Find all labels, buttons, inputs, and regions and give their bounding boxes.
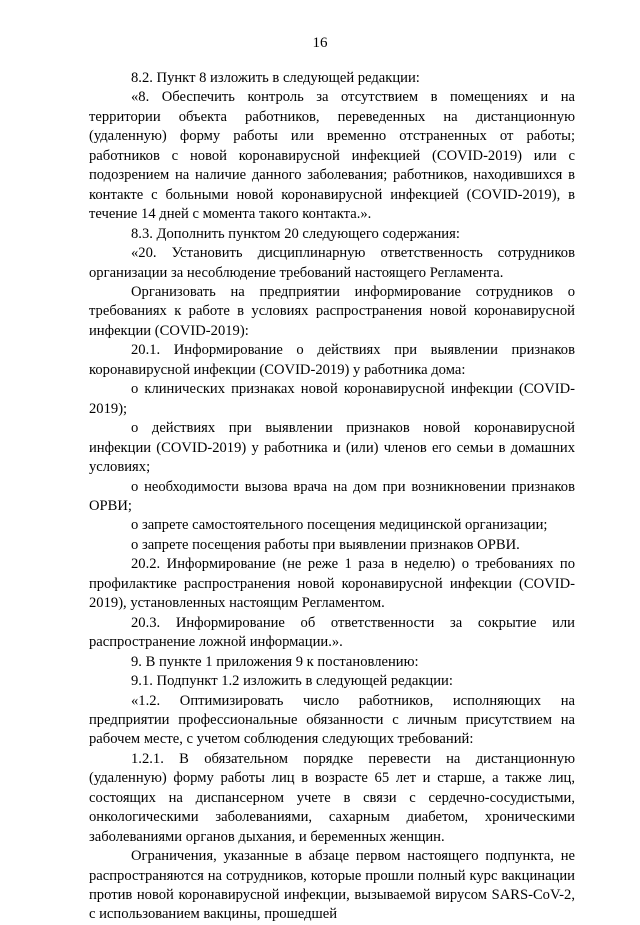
paragraph-item-1-2: «1.2. Оптимизировать число работников, исполняющих на предприятии профессиональные обязанности с личным присутствием на рабочем месте, с учетом соблюдения следующих требований: — [89, 692, 575, 748]
paragraph-8-3-heading: 8.3. Дополнить пунктом 20 следующего содержания: — [131, 225, 460, 242]
paragraph-20-1: 20.1. Информирование о действиях при выявлении признаков коронавирусной инфекции (COVID-2019) у работника дома: — [89, 342, 575, 378]
paragraph-doctor-call: о необходимости вызова врача на дом при возникновении признаков ОРВИ; — [89, 478, 575, 514]
paragraph-item-8-text: «8. Обеспечить контроль за отсутствием в помещениях и на территории объекта работников, переведенных на дистанционную (удаленную) форму работы или временно отстраненных от работы; работников с новой коронавирусной инфекцией (COVID-2019) или с подозрением на наличие данного заболевания; работников, находившихся в контакте с больными новой коронавирусной инфекцией (COVID-2019), в течение 14 дней с момента такого контакта.». — [89, 89, 575, 223]
paragraph-item-1-2-1: 1.2.1. В обязательном порядке перевести на дистанционную (удаленную) форму работы лиц в возрасте 65 лет и старше, а также лиц, состоящих на диспансерном учете в связи с сердечно-сосудистыми, онкологическими заболеваниями, сахарным диабетом, хроническими заболеваниями органов дыхания, и беременных женщин. — [89, 750, 575, 845]
paragraph-item-20-text: «20. Установить дисциплинарную ответственность сотрудников организации за несоблюдение требований настоящего Регламента. — [89, 245, 575, 281]
paragraph-no-clinic-visit: о запрете самостоятельного посещения медицинской организации; — [131, 517, 548, 534]
document-body — [89, 69, 575, 925]
paragraph-actions-on-signs: о действиях при выявлении признаков новой коронавирусной инфекции (COVID-2019) у работника и (или) членов его семьи в домашних условиях; — [89, 420, 575, 476]
paragraph-20-2: 20.2. Информирование (не реже 1 раза в неделю) о требованиях по профилактике распространения новой коронавирусной инфекции (COVID-2019), установленных настоящим Регламентом. — [89, 556, 575, 612]
paragraph-no-work-visit: о запрете посещения работы при выявлении признаков ОРВИ. — [131, 536, 520, 553]
paragraph-clinical-signs: о клинических признаках новой коронавирусной инфекции (COVID-2019); — [89, 381, 575, 417]
paragraph-20-3: 20.3. Информирование об ответственности за сокрытие или распространение ложной информации.». — [89, 614, 575, 651]
paragraph-8-2-heading: 8.2. Пункт 8 изложить в следующей редакции: — [131, 70, 420, 86]
paragraph-9-heading: 9. В пункте 1 приложения 9 к постановлению: — [131, 653, 419, 670]
paragraph-organize-informing: Организовать на предприятии информирование сотрудников о требованиях к работе в условиях распространения новой коронавирусной инфекции (COVID-2019): — [89, 283, 575, 339]
page-number: 16 — [312, 35, 328, 51]
paragraph-9-1-heading: 9.1. Подпункт 1.2 изложить в следующей редакции: — [131, 673, 453, 690]
paragraph-restrictions: Ограничения, указанные в абзаце первом настоящего подпункта, не распространяются на сотрудников, которые прошли полный курс вакцинации против новой коронавирусной инфекции, вызываемой вирусом SARS-CoV-2, с использованием вакцины, прошедшей — [89, 848, 575, 923]
